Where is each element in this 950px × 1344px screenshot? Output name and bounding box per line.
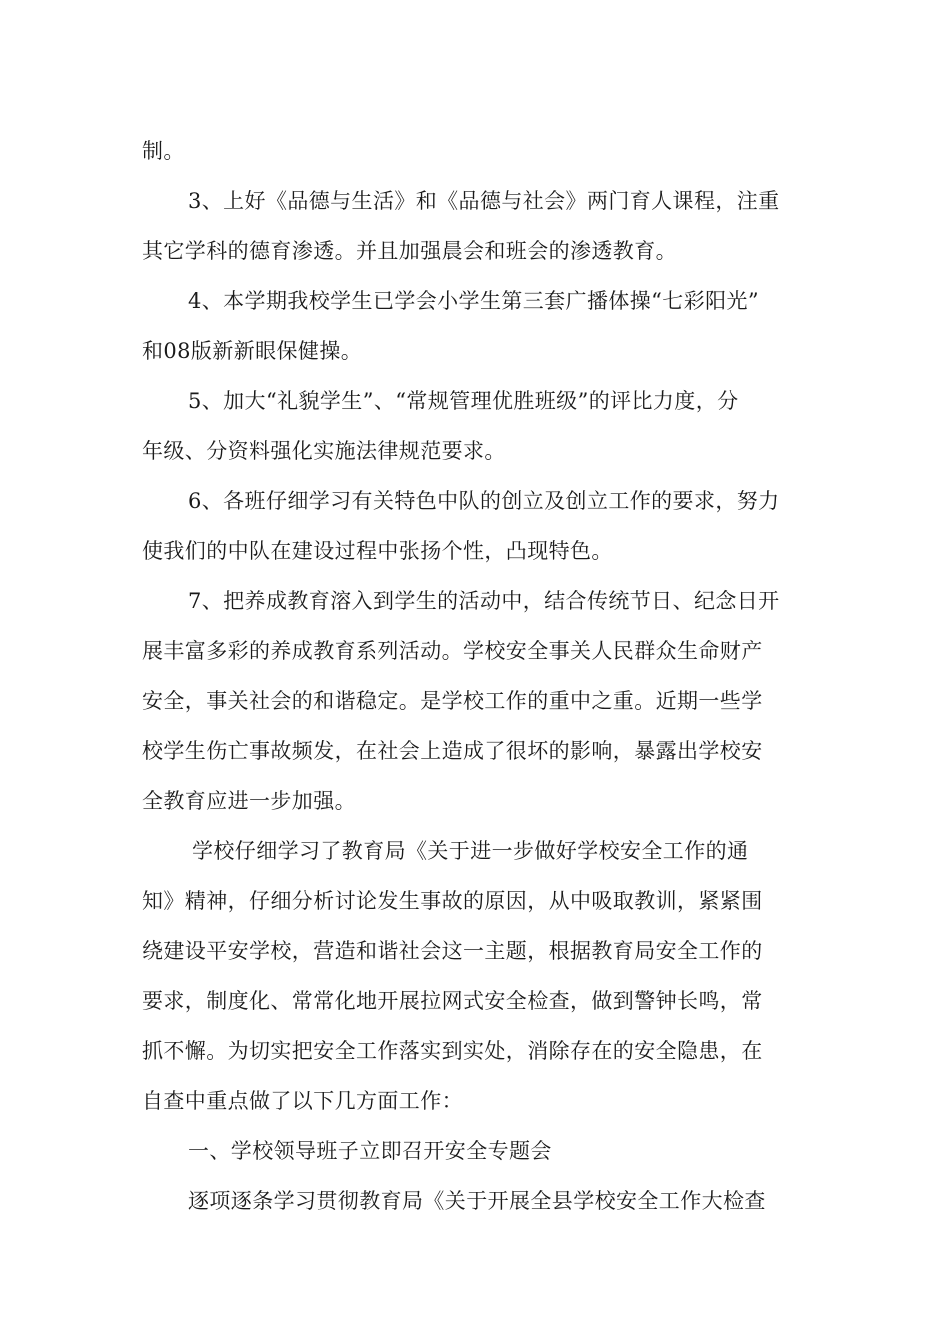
text-line: 学校仔细学习了教育局《关于进一步做好学校安全工作的通 [192, 839, 749, 863]
text-line: 要求，制度化、常常化地开展拉网式安全检查，做到警钟长鸣，常 [142, 989, 763, 1013]
text-line: 6、各班仔细学习有关特色中队的创立及创立工作的要求，努力 [188, 489, 780, 513]
text-line: 自查中重点做了以下几方面工作： [142, 1089, 463, 1113]
text-line: 5、加大“礼貌学生”、“常规管理优胜班级”的评比力度，分 [188, 389, 739, 413]
text-line: 和08版新新眼保健操。 [142, 339, 363, 363]
text-line: 全教育应进一步加强。 [142, 789, 356, 813]
text-line: 逐项逐条学习贯彻教育局《关于开展全县学校安全工作大检查 [188, 1189, 766, 1213]
text-line: 校学生伤亡事故频发，在社会上造成了很坏的影响，暴露出学校安 [142, 739, 763, 763]
text-line: 3、上好《品德与生活》和《品德与社会》两门育人课程，注重 [188, 189, 780, 213]
section-heading: 一、学校领导班子立即召开安全专题会 [188, 1139, 552, 1163]
text-line: 制。 [142, 139, 185, 163]
text-line: 抓不懈。为切实把安全工作落实到实处，消除存在的安全隐患，在 [142, 1039, 763, 1063]
text-line: 其它学科的德育渗透。并且加强晨会和班会的渗透教育。 [142, 239, 677, 263]
text-line: 绕建设平安学校，营造和谐社会这一主题，根据教育局安全工作的 [142, 939, 763, 963]
text-line: 展丰富多彩的养成教育系列活动。学校安全事关人民群众生命财产 [142, 639, 763, 663]
text-line: 4、本学期我校学生已学会小学生第三套广播体操“七彩阳光” [188, 289, 760, 313]
text-line: 使我们的中队在建设过程中张扬个性，凸现特色。 [142, 539, 613, 563]
text-line: 知》精神，仔细分析讨论发生事故的原因，从中吸取教训，紧紧围 [142, 889, 763, 913]
text-line: 年级、分资料强化实施法律规范要求。 [142, 439, 506, 463]
text-line: 安全，事关社会的和谐稳定。是学校工作的重中之重。近期一些学 [142, 689, 763, 713]
text-line: 7、把养成教育溶入到学生的活动中，结合传统节日、纪念日开 [188, 589, 780, 613]
